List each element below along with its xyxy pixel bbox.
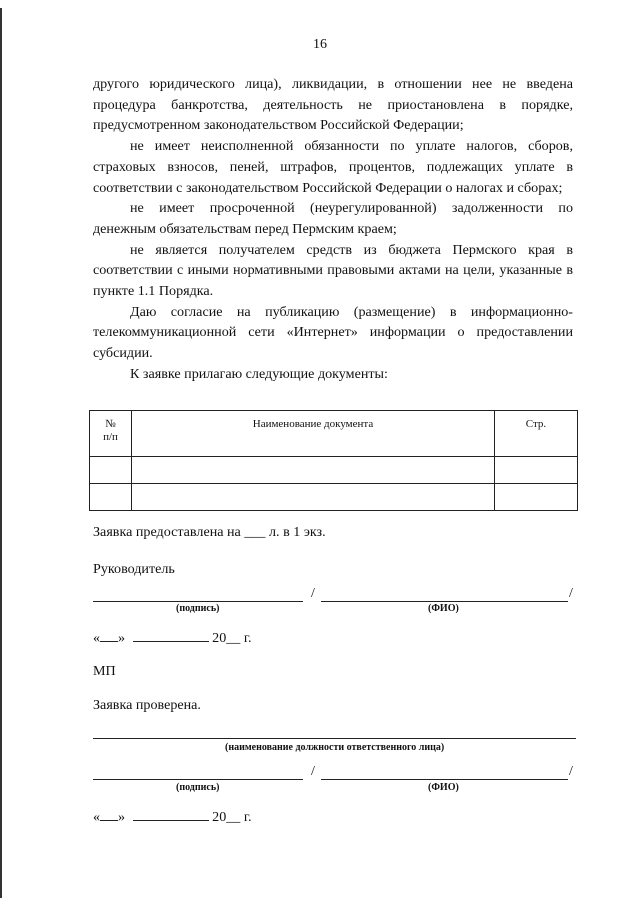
checked-label: Заявка проверена. <box>93 697 201 713</box>
fio-caption: (ФИО) <box>428 782 459 793</box>
paragraph-continuation: другого юридического лица), ликвидации, в отношении нее не введена процедура банкротства, деятельность не приостановлена в порядке, предусмотренном законодательством Российской Федерации; <box>93 76 573 134</box>
documents-table <box>89 410 578 511</box>
date-quote-close: » <box>118 809 126 825</box>
table-cell-name[interactable] <box>132 457 495 484</box>
day-field[interactable] <box>100 806 118 821</box>
slash-separator: / <box>311 764 315 779</box>
head-date-row <box>93 627 252 647</box>
slash-separator: / <box>569 586 573 601</box>
table-cell-page[interactable] <box>495 484 578 511</box>
position-field[interactable] <box>93 738 576 739</box>
header-page: Стр. <box>495 411 578 457</box>
date-quote-open: « <box>93 809 101 825</box>
header-number-line1: № <box>105 418 116 430</box>
checker-signature-field[interactable] <box>93 779 303 780</box>
date-quote-close: » <box>118 630 126 646</box>
table-cell-number[interactable] <box>90 457 132 484</box>
signature-caption: (подпись) <box>176 603 220 614</box>
page-number: 16 <box>313 37 327 52</box>
head-signature-field[interactable] <box>93 601 303 602</box>
paragraph-taxes: не имеет неисполненной обязанности по уплате налогов, сборов, страховых взносов, пеней, штрафов, процентов, подлежащих уплате в соответствии с законодательством Российской Федерации о налогах и сборах; <box>93 138 573 196</box>
checker-signature-row <box>93 766 576 782</box>
date-quote-open: « <box>93 630 101 646</box>
submitted-sheets-line: Заявка предоставлена на ___ л. в 1 экз. <box>93 524 326 540</box>
checker-date-row <box>93 806 252 826</box>
slash-separator: / <box>311 586 315 601</box>
month-field[interactable] <box>133 806 209 821</box>
month-field[interactable] <box>133 627 209 642</box>
table-header-row <box>90 411 578 457</box>
date-year: 20__ г. <box>212 809 252 825</box>
paragraph-debts: не имеет просроченной (неурегулированной) задолженности по денежным обязательствам перед Пермским краем; <box>93 200 573 237</box>
head-label: Руководитель <box>93 561 175 577</box>
body-text <box>93 74 573 385</box>
slash-separator: / <box>569 764 573 779</box>
header-document-name: Наименование документа <box>132 411 495 457</box>
header-number-line2: п/п <box>103 431 118 443</box>
table-cell-name[interactable] <box>132 484 495 511</box>
fio-caption: (ФИО) <box>428 603 459 614</box>
left-edge-line <box>0 8 2 898</box>
table-row <box>90 484 578 511</box>
paragraph-attachments: К заявке прилагаю следующие документы: <box>130 365 388 382</box>
table-row <box>90 457 578 484</box>
signature-caption: (подпись) <box>176 782 220 793</box>
table-cell-page[interactable] <box>495 457 578 484</box>
stamp-label: МП <box>93 663 116 679</box>
table-cell-number[interactable] <box>90 484 132 511</box>
position-caption: (наименование должности ответственного лица) <box>225 742 445 753</box>
head-signature-row <box>93 588 576 604</box>
header-number <box>90 411 132 457</box>
checker-fio-field[interactable] <box>321 779 568 780</box>
date-year: 20__ г. <box>212 630 252 646</box>
day-field[interactable] <box>100 627 118 642</box>
paragraph-budget: не является получателем средств из бюджета Пермского края в соответствии с иными нормативными правовыми актами на цели, указанные в пункте 1.1 Порядка. <box>93 241 573 300</box>
paragraph-consent: Даю согласие на публикацию (размещение) в информационно-телекоммуникационной сети «Интернет» информации о предоставлении субсидии. <box>93 303 573 362</box>
head-fio-field[interactable] <box>321 601 568 602</box>
